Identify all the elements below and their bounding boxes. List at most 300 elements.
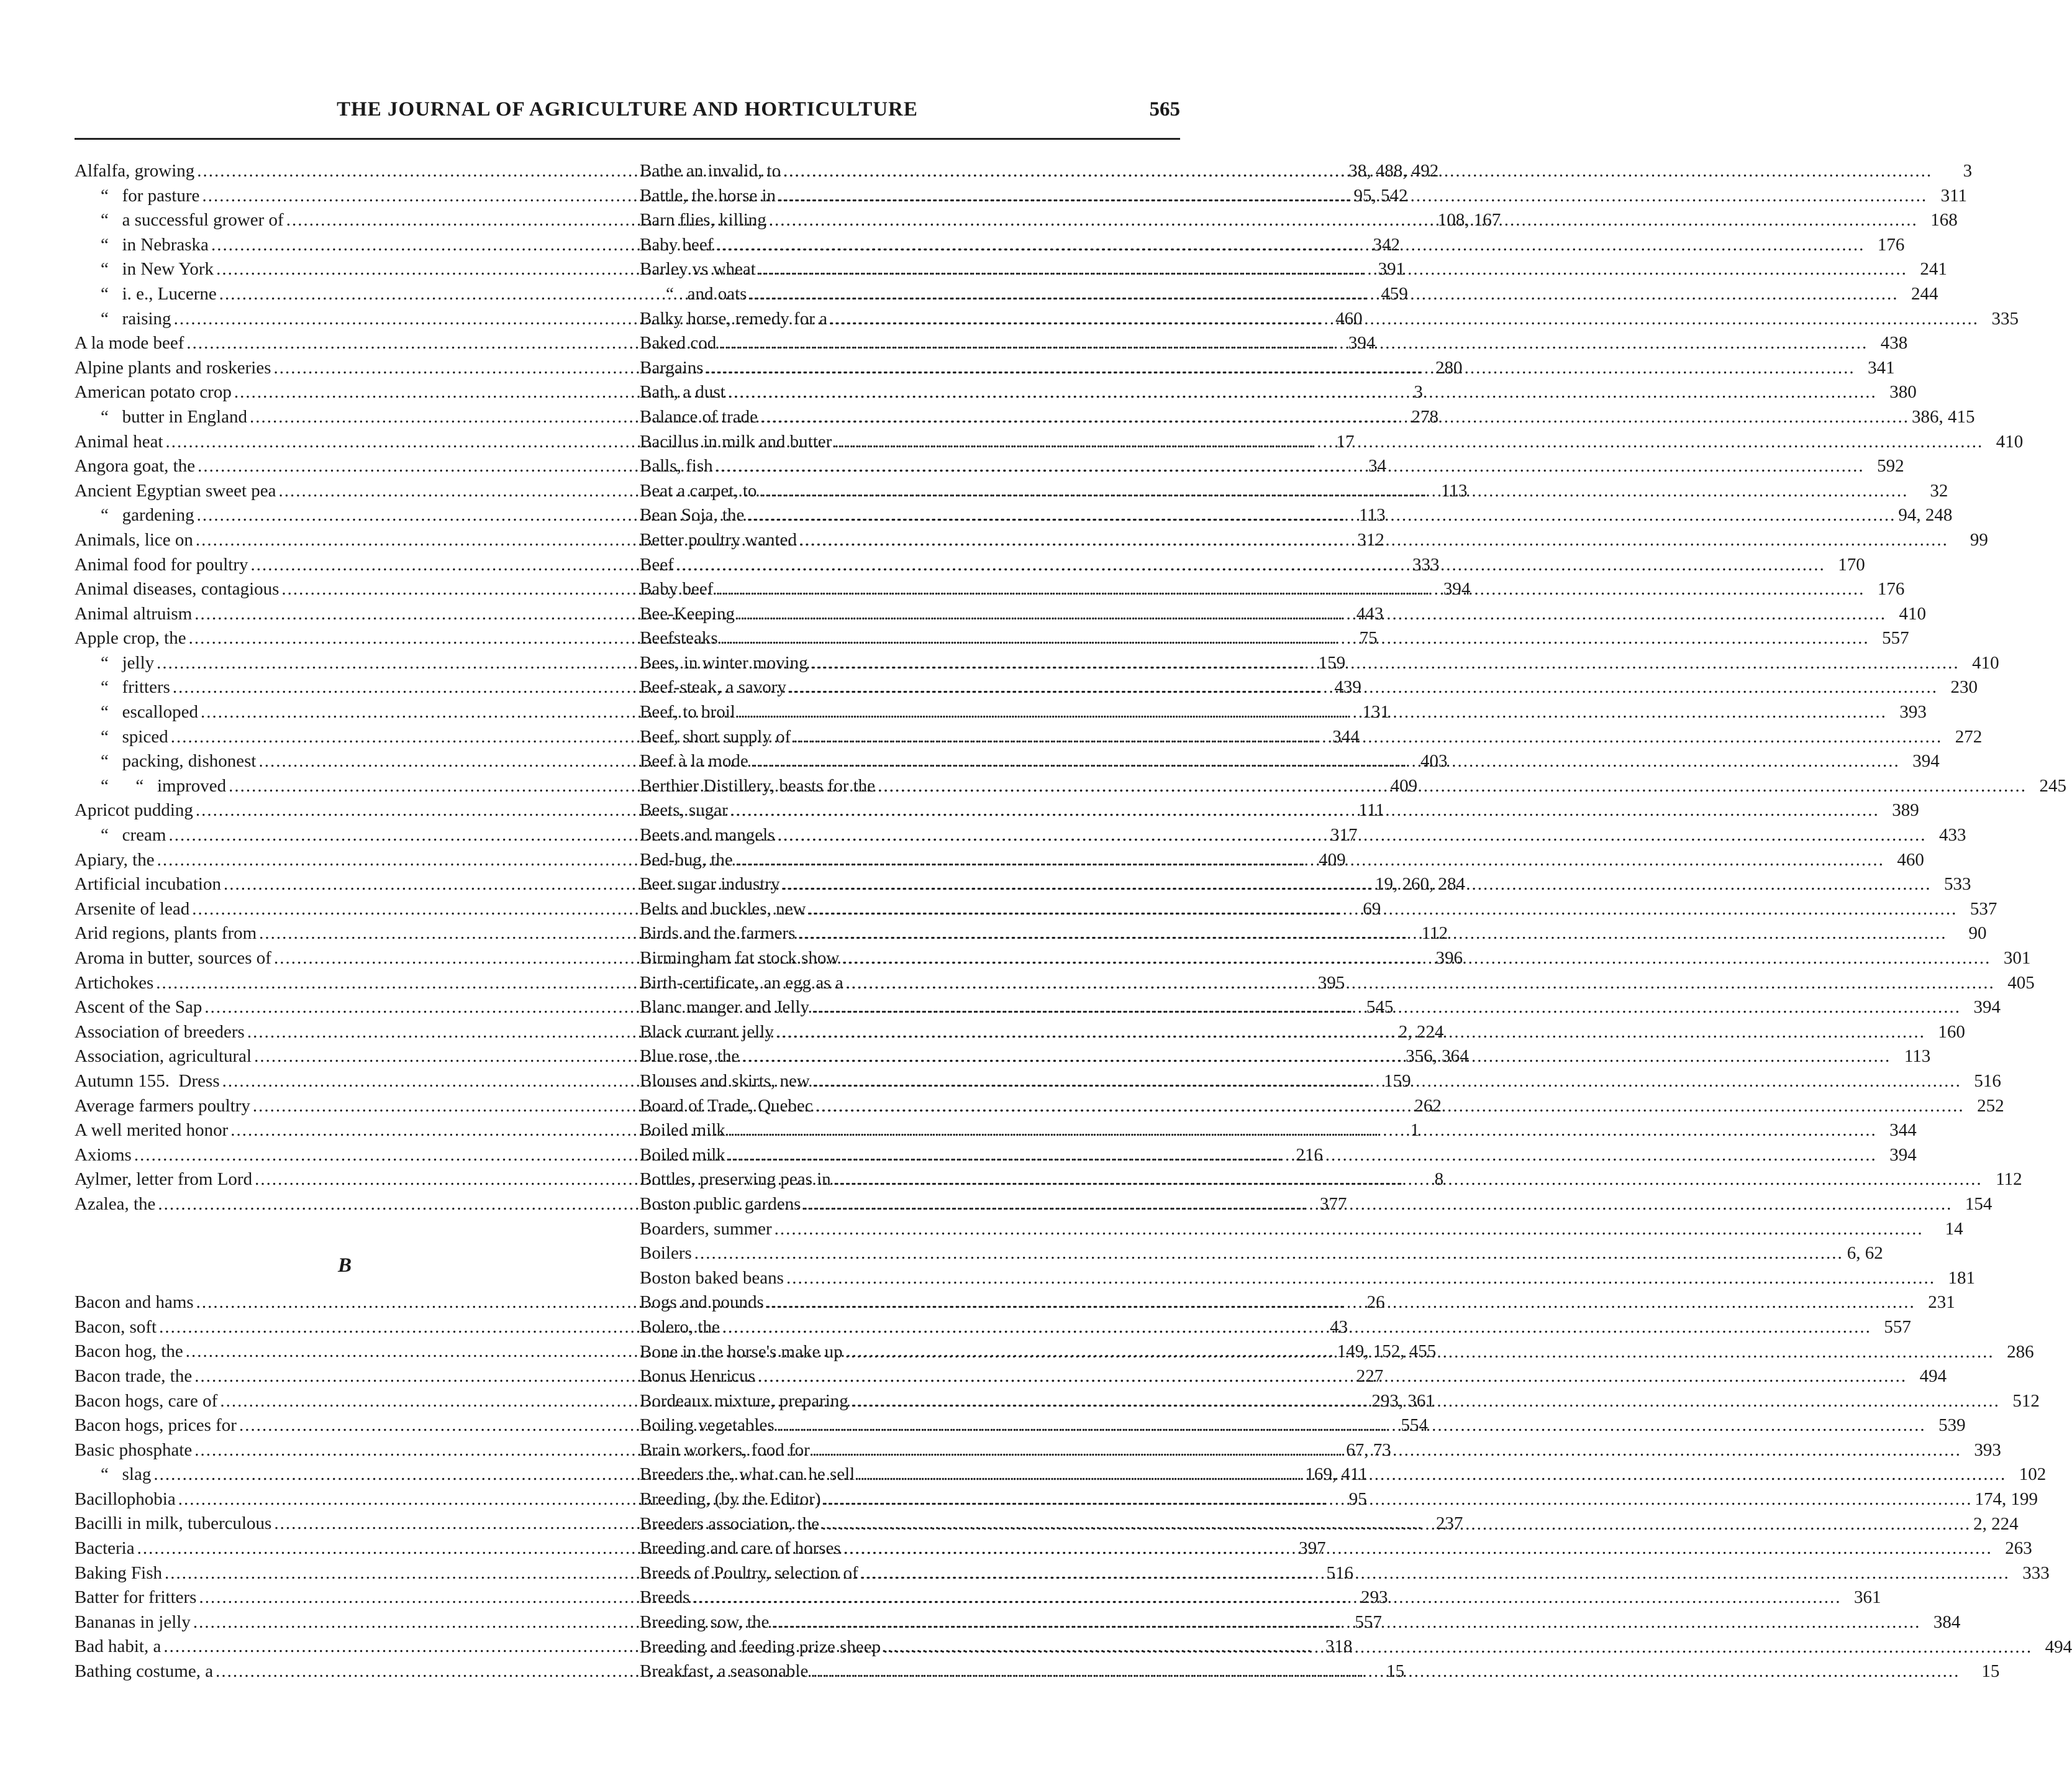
dot-leader bbox=[812, 1069, 1961, 1094]
dot-leader bbox=[843, 1536, 1992, 1561]
dot-leader bbox=[766, 1290, 1915, 1315]
dot-leader bbox=[737, 602, 1886, 627]
entry-pages: 333 bbox=[1412, 554, 1440, 575]
entry-text: Beets and mangels bbox=[640, 825, 775, 846]
entry-pages: 113 bbox=[1359, 505, 1386, 526]
entry-pages: 333 bbox=[2022, 1562, 2050, 1583]
entry-text: “ spiced bbox=[101, 726, 168, 747]
entry-text: Alfalfa, growing bbox=[75, 161, 195, 181]
entry-text: Alpine plants and roskeries bbox=[75, 357, 271, 378]
entry-pages: 3 bbox=[1963, 161, 1973, 181]
entry-pages: 537 bbox=[1970, 898, 1997, 919]
entry-text: “ slag bbox=[101, 1464, 152, 1485]
entry-pages: 311 bbox=[1940, 185, 1968, 206]
entry-text: Bone in the horse's make up bbox=[640, 1341, 843, 1362]
entry-text: Balls, fish bbox=[640, 456, 713, 477]
entry-text: “ butter in England bbox=[101, 406, 247, 427]
entry-pages: 394 bbox=[1912, 751, 1940, 772]
entry-pages: 278 bbox=[1411, 406, 1438, 427]
entry-text: Breeds bbox=[640, 1587, 690, 1608]
dot-leader bbox=[747, 503, 1896, 528]
entry-pages: 176 bbox=[1877, 234, 1905, 255]
entry-text: “ in Nebraska bbox=[101, 234, 209, 255]
dot-leader bbox=[797, 921, 1947, 946]
entry-pages: 67, 73 bbox=[1346, 1439, 1391, 1460]
entry-pages: 245 bbox=[2039, 775, 2067, 796]
entry-text: “ packing, dishonest bbox=[101, 751, 257, 772]
entry-pages: 6, 62 bbox=[1847, 1243, 1883, 1264]
dot-leader bbox=[803, 1192, 1952, 1217]
entry-pages: 176 bbox=[1877, 579, 1905, 600]
entry-pages: 397 bbox=[1299, 1538, 1326, 1559]
entry-text: Axioms bbox=[75, 1144, 132, 1165]
dot-leader bbox=[771, 1610, 1920, 1635]
entry-pages: 159 bbox=[1384, 1070, 1411, 1091]
entry-text: Blanc manger and Jelly bbox=[640, 997, 809, 1018]
entry-pages: 433 bbox=[1938, 825, 1966, 846]
dot-leader bbox=[846, 971, 1995, 996]
entry-pages: 286 bbox=[2007, 1341, 2034, 1362]
dot-leader bbox=[857, 1462, 2006, 1487]
entry-pages: 280 bbox=[1435, 357, 1463, 378]
dot-leader bbox=[716, 233, 1865, 258]
entry-text: Animals, lice on bbox=[75, 529, 193, 550]
entry-text: Animal food for poultry bbox=[75, 554, 248, 575]
entry-pages: 252 bbox=[1977, 1095, 2004, 1116]
dot-leader bbox=[786, 1266, 1935, 1291]
entry-pages: 516 bbox=[1974, 1070, 2001, 1091]
entry-text: Balky horse, remedy for a bbox=[640, 308, 827, 329]
entry-text: Boston public gardens bbox=[640, 1193, 801, 1214]
entry-pages: 2, 224 bbox=[1398, 1021, 1444, 1042]
entry-text: Bacon hog, the bbox=[75, 1341, 183, 1362]
entry-text: Bath, a dust bbox=[640, 382, 725, 403]
dot-leader bbox=[719, 331, 1868, 356]
dot-leader bbox=[816, 1094, 1965, 1119]
section-gap bbox=[75, 1217, 615, 1242]
entry-text: “ escalloped bbox=[101, 702, 199, 723]
entry-text: Berthier Distillery, beasts for the bbox=[640, 775, 876, 796]
dot-leader bbox=[706, 356, 1855, 381]
entry-text: Azalea, the bbox=[75, 1193, 156, 1214]
entry-text: Bacon hogs, care of bbox=[75, 1390, 218, 1411]
entry-text: Baking Fish bbox=[75, 1562, 162, 1583]
dot-leader bbox=[834, 430, 1983, 455]
entry-text: Bacon hogs, prices for bbox=[75, 1415, 237, 1436]
entry-pages: 99 bbox=[1970, 529, 1988, 550]
entry-pages: 8 bbox=[1434, 1169, 1444, 1190]
entry-pages: 344 bbox=[1332, 726, 1360, 747]
entry-pages: 403 bbox=[1420, 751, 1448, 772]
index-entry bbox=[640, 1266, 1975, 1291]
entry-pages: 409 bbox=[1390, 775, 1418, 796]
entry-text: Beef bbox=[640, 554, 674, 575]
entry-text: “ raising bbox=[101, 308, 171, 329]
entry-pages: 159 bbox=[1318, 652, 1346, 673]
entry-pages: 557 bbox=[1355, 1612, 1382, 1632]
entry-pages: 131 bbox=[1362, 702, 1390, 723]
entry-pages: 17 bbox=[1336, 431, 1355, 452]
entry-text: Bordeaux mixture, preparing bbox=[640, 1390, 848, 1411]
entry-pages: 154 bbox=[1965, 1193, 1992, 1214]
dot-leader bbox=[878, 774, 2027, 799]
entry-text: Beat a carpet, to bbox=[640, 480, 757, 501]
entry-text: Animal diseases, contagious bbox=[75, 579, 279, 600]
entry-text: “ jelly bbox=[101, 652, 155, 673]
dot-leader bbox=[883, 1635, 2032, 1660]
entry-text: Better poultry wanted bbox=[640, 529, 797, 550]
entry-pages: 34 bbox=[1368, 456, 1387, 477]
entry-pages: 494 bbox=[2045, 1636, 2072, 1657]
entry-pages: 460 bbox=[1897, 849, 1924, 870]
dot-leader bbox=[778, 184, 1927, 209]
entry-pages: 1 bbox=[1410, 1120, 1420, 1141]
entry-text: Ascent of the Sap bbox=[75, 997, 202, 1018]
entry-pages: 516 bbox=[1326, 1562, 1353, 1583]
entry-pages: 438 bbox=[1880, 333, 1908, 353]
entry-pages: 181 bbox=[1948, 1267, 1975, 1288]
entry-pages: 15 bbox=[1386, 1661, 1405, 1682]
entry-text: Boiling vegetables bbox=[640, 1415, 775, 1436]
dot-leader bbox=[742, 1044, 1891, 1069]
entry-pages: 301 bbox=[2003, 948, 2031, 968]
dot-leader bbox=[758, 1364, 1907, 1389]
entry-pages: 410 bbox=[1972, 652, 1999, 673]
entry-text: Breeds of Poultry, selection of bbox=[640, 1562, 858, 1583]
entry-text: Brain workers, food for bbox=[640, 1439, 810, 1460]
entry-pages: 227 bbox=[1356, 1366, 1384, 1386]
entry-text: Bed-bug, the bbox=[640, 849, 733, 870]
entry-pages: 262 bbox=[1414, 1095, 1442, 1116]
dot-leader bbox=[716, 454, 1865, 479]
entry-pages: 557 bbox=[1882, 628, 1909, 649]
entry-text: Apiary, the bbox=[75, 849, 155, 870]
dot-leader bbox=[777, 823, 1926, 848]
entry-pages: 459 bbox=[1381, 283, 1408, 304]
entry-pages: 391 bbox=[1378, 259, 1406, 280]
dot-leader bbox=[861, 1561, 2010, 1586]
dot-leader bbox=[760, 405, 1909, 430]
entry-text: A well merited honor bbox=[75, 1120, 229, 1141]
entry-text: Animal heat bbox=[75, 431, 163, 452]
entry-text: “ i. e., Lucerne bbox=[101, 283, 217, 304]
dot-leader bbox=[776, 1020, 1925, 1045]
entry-text: Bad habit, a bbox=[75, 1636, 161, 1657]
entry-pages: 394 bbox=[1443, 579, 1471, 600]
entry-pages: 160 bbox=[1938, 1021, 1965, 1042]
entry-pages: 102 bbox=[2019, 1464, 2047, 1485]
entry-pages: 169, 411 bbox=[1305, 1464, 1368, 1485]
entry-text: “ and oats bbox=[666, 283, 747, 304]
entry-pages: 170 bbox=[1838, 554, 1865, 575]
entry-text: Bacon and hams bbox=[75, 1292, 194, 1313]
dot-leader bbox=[769, 208, 1918, 233]
dot-leader bbox=[730, 798, 1879, 823]
entry-pages: 380 bbox=[1889, 382, 1917, 403]
entry-pages: 409 bbox=[1319, 849, 1346, 870]
entry-pages: 14 bbox=[1945, 1218, 1963, 1239]
entry-text: Beef, short supply of bbox=[640, 726, 791, 747]
entry-pages: 410 bbox=[1996, 431, 2024, 452]
section-letter-b: B bbox=[337, 1254, 352, 1277]
entry-pages: 533 bbox=[1944, 874, 1971, 895]
entry-text: Beet sugar industry bbox=[640, 874, 780, 895]
entry-pages: 112 bbox=[1421, 923, 1448, 944]
entry-text: “ fritters bbox=[101, 677, 170, 698]
dot-leader bbox=[811, 651, 1960, 676]
entry-text: Blue rose, the bbox=[640, 1046, 740, 1067]
entry-text: Breeding and feeding prize sheep bbox=[640, 1636, 881, 1657]
entry-pages: 95 bbox=[1348, 1489, 1367, 1509]
entry-pages: 244 bbox=[1911, 283, 1938, 304]
dot-leader bbox=[728, 1118, 1877, 1143]
dot-leader bbox=[758, 257, 1907, 282]
dot-leader bbox=[759, 479, 1908, 504]
entry-pages: 361 bbox=[1854, 1587, 1881, 1608]
entry-text: Bee-Keeping bbox=[640, 603, 735, 624]
entry-pages: 216 bbox=[1296, 1144, 1323, 1165]
entry-text: “ a successful grower of bbox=[101, 210, 284, 230]
entry-text: Artichokes bbox=[75, 972, 154, 993]
entry-pages: 2, 224 bbox=[1973, 1513, 2019, 1534]
entry-pages: 494 bbox=[1919, 1366, 1947, 1387]
entry-pages: 15 bbox=[1981, 1661, 2000, 1682]
entry-text: Bananas in jelly bbox=[75, 1612, 191, 1632]
index-entry bbox=[640, 380, 1917, 405]
dot-leader bbox=[830, 307, 1979, 332]
entry-text: Association, agricultural bbox=[75, 1046, 252, 1067]
entry-pages: 389 bbox=[1892, 800, 1919, 821]
entry-text: Aylmer, letter from Lord bbox=[75, 1169, 253, 1190]
entry-text: “ “ improved bbox=[101, 775, 227, 796]
entry-text: Bacon trade, the bbox=[75, 1366, 193, 1386]
entry-text: Average farmers poultry bbox=[75, 1095, 250, 1116]
dot-leader bbox=[720, 626, 1870, 651]
entry-pages: 293 bbox=[1360, 1587, 1388, 1608]
entry-text: Breeding and care of horses bbox=[640, 1538, 841, 1559]
dot-leader bbox=[751, 749, 1900, 774]
entry-text: Boston baked beans bbox=[640, 1267, 784, 1288]
journal-title: THE JOURNAL OF AGRICULTURE AND HORTICULTURE bbox=[337, 98, 918, 121]
entry-pages: 38, 488, 492 bbox=[1348, 161, 1439, 181]
entry-text: Apple crop, the bbox=[75, 628, 186, 649]
entry-text: Bonus Henricus bbox=[640, 1366, 756, 1387]
entry-pages: 396 bbox=[1435, 948, 1463, 968]
entry-text: American potato crop bbox=[75, 382, 232, 403]
dot-leader bbox=[808, 897, 1957, 922]
entry-text: Beef, to broil bbox=[640, 702, 735, 723]
entry-text: Barn flies, killing bbox=[640, 210, 766, 230]
dot-leader bbox=[783, 159, 1932, 184]
entry-text: A la mode beef bbox=[75, 333, 184, 353]
entry-pages: 75 bbox=[1359, 628, 1378, 649]
entry-text: Boiled milk bbox=[640, 1144, 725, 1165]
entry-pages: 69 bbox=[1363, 898, 1381, 919]
entry-text: Bacillophobia bbox=[75, 1489, 176, 1509]
entry-pages: 237 bbox=[1435, 1513, 1463, 1534]
entry-pages: 317 bbox=[1330, 825, 1358, 846]
dot-leader bbox=[811, 1659, 1960, 1684]
dot-leader bbox=[812, 1438, 1961, 1463]
entry-text: Apricot pudding bbox=[75, 800, 193, 821]
entry-pages: 405 bbox=[2007, 972, 2035, 993]
entry-text: Bacillus in milk and butter bbox=[640, 431, 832, 452]
running-header bbox=[75, 93, 1180, 128]
entry-pages: 263 bbox=[2005, 1538, 2032, 1559]
entry-text: Boarders, summer bbox=[640, 1218, 772, 1239]
entry-pages: 386, 415 bbox=[1912, 406, 1975, 427]
entry-text: Arid regions, plants from bbox=[75, 923, 257, 944]
entry-text: Breeding, (by the Editor) bbox=[640, 1489, 821, 1510]
entry-text: “ for pasture bbox=[101, 185, 200, 206]
entry-text: Bacteria bbox=[75, 1538, 135, 1559]
dot-leader bbox=[834, 1167, 1983, 1192]
entry-text: Battle, the horse in bbox=[640, 185, 776, 206]
dot-leader bbox=[851, 1389, 2000, 1414]
entry-pages: 174, 199 bbox=[1974, 1489, 2038, 1510]
entry-pages: 318 bbox=[1325, 1636, 1353, 1657]
entry-pages: 394 bbox=[1973, 997, 2001, 1018]
entry-text: Bathing costume, a bbox=[75, 1661, 214, 1682]
entry-text: Breakfast, a seasonable bbox=[640, 1661, 809, 1682]
entry-text: Basic phosphate bbox=[75, 1439, 193, 1460]
entry-text: Bacon, soft bbox=[75, 1316, 157, 1337]
entry-pages: 3 bbox=[1414, 382, 1423, 403]
dot-leader bbox=[693, 1585, 1842, 1610]
entry-text: Beef-steak, a savory bbox=[640, 677, 786, 698]
entry-pages: 344 bbox=[1889, 1120, 1917, 1141]
dot-leader bbox=[676, 553, 1825, 578]
entry-pages: 26 bbox=[1366, 1292, 1385, 1313]
entry-text: Bottles, preserving peas in bbox=[640, 1169, 831, 1190]
entry-text: Beefsteaks bbox=[640, 628, 718, 649]
entry-text: Bogs and pounds bbox=[640, 1292, 764, 1313]
entry-text: Belts and buckles, new bbox=[640, 898, 806, 919]
entry-text: Batter for fritters bbox=[75, 1587, 197, 1608]
dot-leader bbox=[824, 1487, 1973, 1512]
entry-text: Blouses and skirts, new bbox=[640, 1070, 810, 1091]
entry-text: Bathe an invalid, to bbox=[640, 161, 781, 181]
entry-pages: 231 bbox=[1928, 1292, 1955, 1313]
entry-pages: 43 bbox=[1330, 1316, 1348, 1337]
index-entry bbox=[640, 1217, 1963, 1242]
entry-pages: 592 bbox=[1877, 456, 1904, 477]
entry-text: Bargains bbox=[640, 357, 704, 378]
entry-text: Bolero, the bbox=[640, 1316, 720, 1337]
dot-leader bbox=[694, 1241, 1843, 1266]
dot-leader bbox=[799, 528, 1948, 553]
entry-pages: 335 bbox=[1991, 308, 2019, 329]
entry-text: Aroma in butter, sources of bbox=[75, 948, 271, 968]
entry-pages: 95, 542 bbox=[1353, 185, 1408, 206]
entry-pages: 312 bbox=[1357, 529, 1384, 550]
entry-text: “ cream bbox=[101, 825, 166, 846]
entry-pages: 460 bbox=[1335, 308, 1363, 329]
entry-pages: 90 bbox=[1968, 923, 1987, 944]
entry-text: Ancient Egyptian sweet pea bbox=[75, 480, 276, 501]
dot-leader bbox=[822, 1512, 1971, 1537]
entry-pages: 439 bbox=[1334, 677, 1361, 698]
entry-pages: 341 bbox=[1868, 357, 1895, 378]
entry-text: Birds and the farmers bbox=[640, 923, 796, 944]
entry-pages: 149, 152, 455 bbox=[1337, 1341, 1437, 1362]
index-entry bbox=[640, 1241, 1883, 1266]
index-entry bbox=[640, 1659, 2000, 1684]
entry-text: “ gardening bbox=[101, 505, 194, 526]
dot-leader bbox=[777, 1413, 1926, 1438]
header-rule bbox=[75, 138, 1180, 140]
entry-text: Barley vs wheat bbox=[640, 259, 756, 280]
entry-pages: 393 bbox=[1974, 1439, 2001, 1460]
entry-pages: 554 bbox=[1401, 1415, 1428, 1436]
entry-text: Baked cod bbox=[640, 333, 717, 353]
entry-text: Autumn 155. Dress bbox=[75, 1070, 220, 1091]
entry-text: Birmingham fat stock show bbox=[640, 948, 840, 968]
entry-pages: 272 bbox=[1955, 726, 1983, 747]
entry-pages: 512 bbox=[2012, 1390, 2040, 1411]
entry-pages: 342 bbox=[1373, 234, 1400, 255]
entry-text: Boilers bbox=[640, 1243, 692, 1264]
entry-text: Breeding sow, the bbox=[640, 1612, 770, 1633]
entry-text: Baby beef bbox=[640, 579, 714, 600]
dot-leader bbox=[716, 577, 1865, 602]
dot-leader bbox=[775, 1217, 1924, 1242]
entry-pages: 94, 248 bbox=[1898, 505, 1953, 526]
entry-pages: 394 bbox=[1348, 333, 1376, 353]
entry-pages: 230 bbox=[1950, 677, 1978, 698]
entry-text: Bees, in winter moving bbox=[640, 652, 808, 673]
entry-pages: 356, 364 bbox=[1406, 1046, 1469, 1067]
entry-pages: 112 bbox=[1996, 1169, 2022, 1190]
entry-pages: 384 bbox=[1933, 1612, 1961, 1633]
dot-leader bbox=[842, 946, 1991, 971]
entry-text: Bean Soja, the bbox=[640, 505, 745, 526]
entry-pages: 19, 260, 284 bbox=[1375, 874, 1465, 895]
entry-text: Association of breeders bbox=[75, 1021, 245, 1042]
dot-leader bbox=[738, 700, 1887, 725]
entry-pages: 545 bbox=[1366, 997, 1394, 1018]
dot-leader bbox=[728, 380, 1877, 405]
entry-text: Breeders association, the bbox=[640, 1513, 820, 1534]
entry-pages: 32 bbox=[1930, 480, 1948, 501]
dot-leader bbox=[735, 848, 1884, 873]
entry-pages: 410 bbox=[1899, 603, 1926, 624]
entry-pages: 395 bbox=[1317, 972, 1345, 993]
entry-pages: 557 bbox=[1884, 1316, 1911, 1337]
page-number: 565 bbox=[1149, 98, 1180, 121]
entry-text: Angora goat, the bbox=[75, 456, 196, 477]
entry-text: Arsenite of lead bbox=[75, 898, 190, 919]
entry-text: Breeders the, what can he sell bbox=[640, 1464, 855, 1485]
entry-pages: 113 bbox=[1441, 480, 1468, 501]
entry-pages: 394 bbox=[1889, 1144, 1917, 1165]
entry-text: “ in New York bbox=[101, 259, 214, 280]
entry-pages: 108, 167 bbox=[1437, 210, 1501, 230]
entry-text: Board of Trade, Quebec bbox=[640, 1095, 813, 1116]
entry-pages: 241 bbox=[1920, 259, 1947, 280]
entry-pages: 168 bbox=[1930, 210, 1958, 230]
entry-pages: 113 bbox=[1904, 1046, 1931, 1067]
entry-pages: 293, 361 bbox=[1371, 1390, 1435, 1411]
entry-text: Black currant jelly bbox=[640, 1021, 774, 1042]
entry-text: Beef à la mode bbox=[640, 751, 748, 772]
entry-pages: 377 bbox=[1319, 1193, 1347, 1214]
entry-pages: 443 bbox=[1356, 603, 1384, 624]
entry-text: Baby beef bbox=[640, 234, 714, 255]
entry-pages: 111 bbox=[1358, 800, 1384, 821]
dot-leader bbox=[722, 1315, 1871, 1340]
dot-leader bbox=[728, 1143, 1877, 1168]
